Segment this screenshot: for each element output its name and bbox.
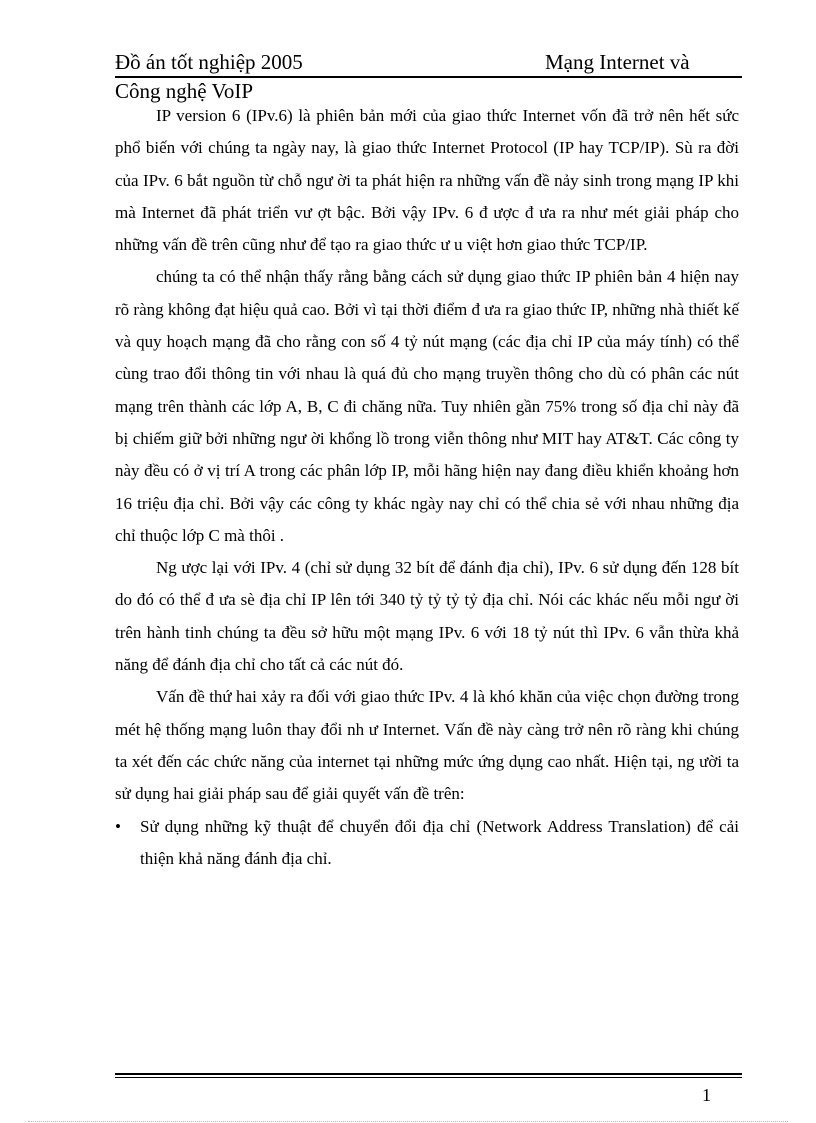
paragraph-ipv4-limits: chúng ta có thể nhận thấy rằng bằng cách sử dụng giao thức IP phiên bản 4 hiện nay rõ ràng không đạt hiệu quả cao. Bởi vì tại thời điểm đ ưa ra giao thức IP, những nhà thiết kế và quy hoạch mạng đã cho rằng con số 4 tỷ nút mạng (các địa chỉ IP của máy tính) có thể cùng trao đổi thông tin với nhau là quá đủ cho mạng truyền thông cho dù có phân các nút mạng trên thành các lớp A, B, C đi chăng nữa. Tuy nhiên gần 75% trong số địa chỉ này đã bị chiếm giữ bởi những ngư ời khổng lồ trong viễn thông như MIT hay AT&T. Các công ty này đều có ở vị trí A trong các phân lớp IP, mỗi hãng hiện nay đang điều khiển khoảng hơn 16 triệu địa chỉ. Bởi vậy các công ty khác ngày nay chỉ có thể chia sẻ với nhau những địa chỉ thuộc lớp C mà thôi . [115,267,739,545]
footer-divider [115,1073,742,1075]
paragraph-ipv6-intro: IP version 6 (IPv.6) là phiên bản mới của giao thức Internet vốn đã trở nên hết sức phổ biến với chúng ta ngày nay, là giao thức Internet Protocol (IP hay TCP/IP). Sù ra đời của IPv. 6 bắt nguồn từ chỗ ngư ời ta phát hiện ra những vấn đề nảy sinh trong mạng IP khi mà Internet đã phát triển vư ợt bậc. Bởi vậy IPv. 6 đ ược đ ưa ra như mét giải pháp cho những vấn đề trên cũng như để tạo ra giao thức ư u việt hơn giao thức TCP/IP. [115,106,739,255]
page-number: 1 [702,1085,711,1105]
bullet-item-nat [115,811,739,876]
footer-divider-thin [115,1077,742,1078]
bullet-icon: • [115,816,121,836]
header-subtitle: Công nghệ VoIP [115,79,254,103]
page-edge [28,1121,788,1122]
header-topic: Mạng Internet và [545,50,690,74]
document-body [115,100,739,875]
header-divider [115,76,742,78]
bullet-text: Sử dụng những kỹ thuật để chuyển đổi địa chỉ (Network Address Translation) để cải thiện khả năng đánh địa chỉ. [140,816,739,868]
paragraph-address-space: Ng ược lại với IPv. 4 (chỉ sử dụng 32 bít để đánh địa chỉ), IPv. 6 sử dụng đến 128 bít do đó có thể đ ưa sè địa chỉ IP lên tới 340 tỷ tỷ tỷ tỷ địa chỉ. Nói các khác nếu mỗi ngư ời trên hành tinh chúng ta đều sở hữu một mạng IPv. 6 với 18 tỷ nút thì IPv. 6 vẫn thừa khả năng để đánh địa chỉ cho tất cả các nút đó. [115,558,739,675]
header-title: Đồ án tốt nghiệp 2005 [115,50,303,74]
paragraph-routing-problem: Vấn đề thứ hai xảy ra đối với giao thức IPv. 4 là khó khăn của việc chọn đường trong mét hệ thống mạng luôn thay đổi nh ư Internet. Vấn đề này càng trở nên rõ ràng khi chúng ta xét đến các chức năng của internet tại những mức ứng dụng cao nhất. Hiện tại, ng ười ta sử dụng hai giải pháp sau để giải quyết vấn đề trên: [115,687,739,804]
